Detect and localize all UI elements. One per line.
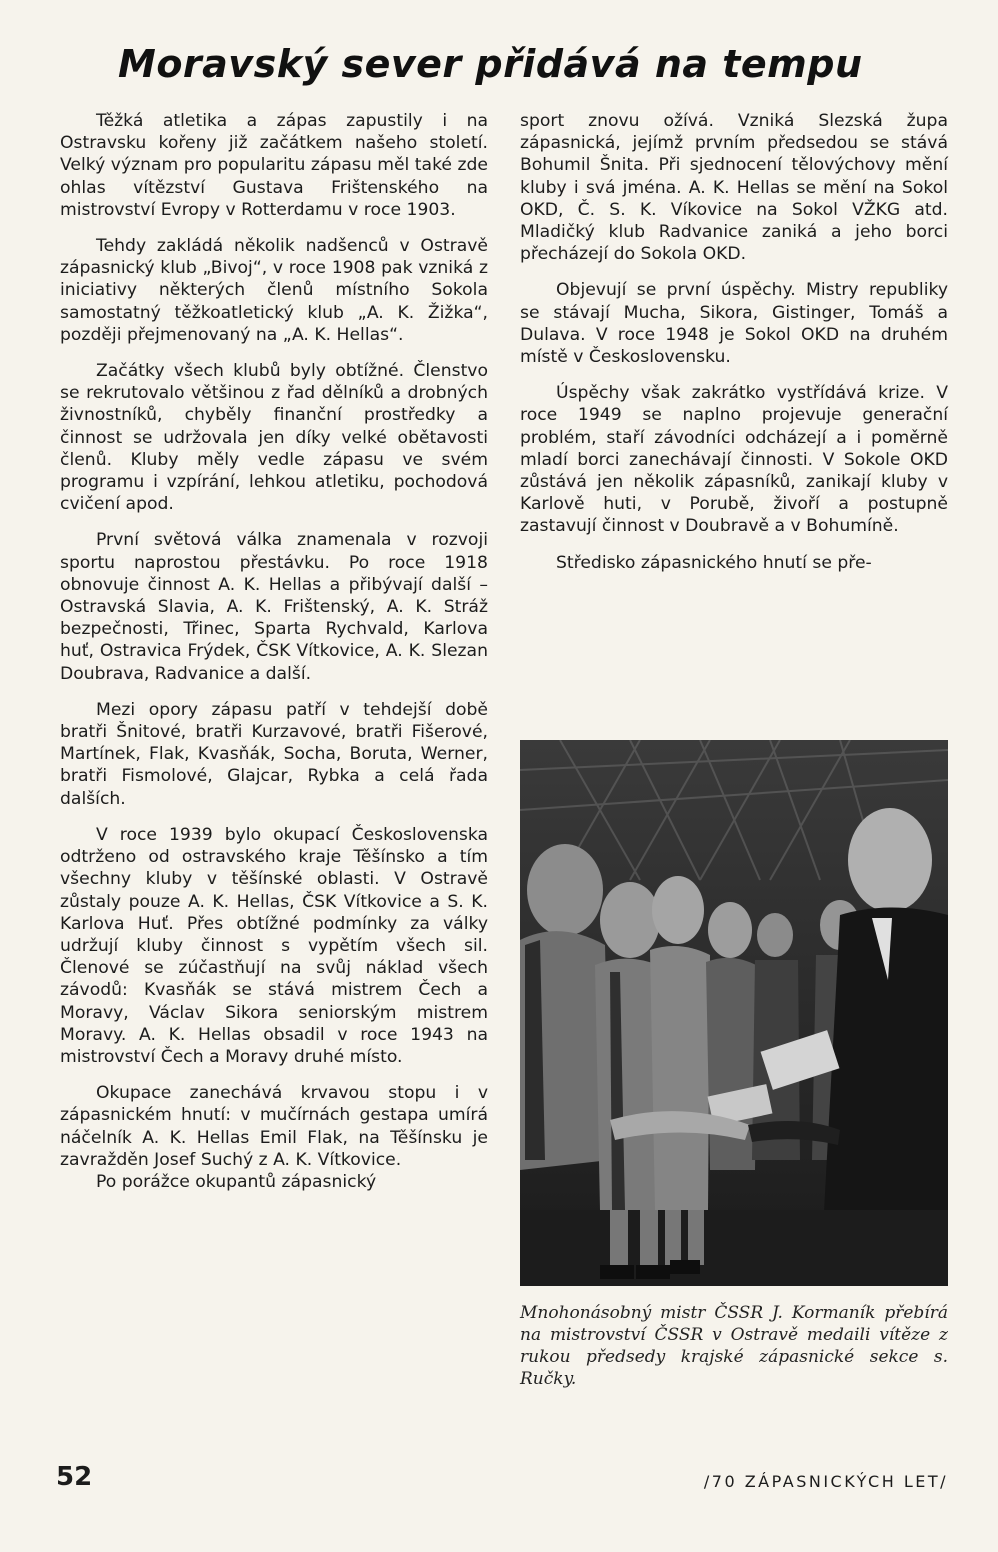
paragraph: V roce 1939 bylo okupací Československa odtrženo od ostravského kraje Těšínsko a tím všechny kluby v těšínské oblasti. V Ostravě zůstaly pouze A. K. Hellas, ČSK Vítkovice a S. K. Karlova Huť. Přes obtížné podmínky za války udržují kluby činnost s vypětím všech sil. Členové se zúčastňují na svůj náklad všech závodů: Kvasňák se stává mistrem Čech a Moravy, Václav Sikora seniorským mistrem Moravy. A. K. Hellas obsadil v roce 1943 na mistrovství Čech a Moravy druhé místo. — [60, 824, 488, 1067]
paragraph: Začátky všech klubů byly obtížné. Členstvo se rekrutovalo většinou z řad dělníků a drobných živnostníků, chyběly finanční prostředky a činnost se udržovala jen díky velké obětavosti členů. Kluby měly vedle zápasu ve svém programu i vzpírání, lehkou atletiku, pochodová cvičení apod. — [60, 361, 488, 515]
article-title: Moravský sever přidává na tempu — [118, 42, 863, 86]
paragraph: Mezi opory zápasu patří v tehdejší době bratři Šnitové, bratři Kurzavové, bratři Fišerové, Martínek, Flak, Kvasňák, Socha, Boruta, Werner, bratři Fismolové, Glajcar, Rybka a celá řada dalších. — [60, 699, 488, 809]
publication-footer: /70 ZÁPASNICKÝCH LET/ — [703, 1472, 948, 1491]
photo-caption: Mnohonásobný mistr ČSSR J. Kormaník přebírá na mistrovství ČSSR v Ostravě medaili vítěze z rukou předsedy krajské zápasnické sekce s. Ručky. — [520, 1303, 948, 1389]
paragraph: Po porážce okupantů zápasnický — [96, 1171, 377, 1192]
paragraph: Těžká atletika a zápas zapustily i na Ostravsku kořeny již začátkem našeho století. Velký význam pro popularitu zápasu měl také zde ohlas vítězství Gustava Frištenského na mistrovství Evropy v Rotterdamu v roce 1903. — [60, 111, 488, 220]
right-text-column — [520, 110, 948, 588]
paragraph: První světová válka znamenala v rozvoji sportu naprostou přestávku. Po roce 1918 obnovuje činnost A. K. Hellas a přibývají další – Ostravská Slavia, A. K. Frištenský, A. K. Stráž bezpečnosti, Třinec, Sparta Rychvald, Karlova huť, Ostravica Frýdek, ČSK Vítkovice, A. K. Slezan Doubrava, Radvanice a další. — [60, 530, 488, 684]
page-number: 52 — [56, 1462, 93, 1492]
paragraph: Objevují se první úspěchy. Mistry republiky se stávají Mucha, Sikora, Gistinger, Tomáš a Dulava. V roce 1948 je Sokol OKD na druhém místě v Československu. — [520, 280, 948, 368]
paragraph: sport znovu ožívá. Vzniká Slezská župa zápasnická, jejímž prvním předsedou se stává Bohumil Šnita. Při sjednocení tělovýchovy mění kluby i svá jména. A. K. Hellas se mění na Sokol OKD, Č. S. K. Víkovice na Sokol VŽKG atd. Mladičký klub Radvanice zaniká a jeho borci přecházejí do Sokola OKD. — [520, 111, 948, 265]
paragraph: Úspěchy však zakrátko vystřídává krize. V roce 1949 se naplno projevuje generační problém, staří závodníci odcházejí a i poměrně mladí borci zanechávají činnosti. V Sokole OKD zůstává jen několik zápasníků, zanikají kluby v Karlově huti, v Porubě, živoří a postupně zastavují činnost v Doubravě a v Bohumíně. — [520, 383, 948, 537]
wrestlers-award-photo — [520, 740, 948, 1286]
paragraph: Tehdy zakládá několik nadšenců v Ostravě zápasnický klub „Bivoj“, v roce 1908 pak vzniká z iniciativy některých členů místního Sokola samostatný těžkoatletický klub „A. K. Žižka“, později přejmenovaný na „A. K. Hellas“. — [60, 236, 488, 345]
paragraph: Okupace zanechává krvavou stopu i v zápasnickém hnutí: v mučírnách gestapa umírá náčelník A. K. Hellas Emil Flak, na Těšínsku je zavražděn Josef Suchý z A. K. Vítkovice. — [60, 1083, 488, 1170]
paragraph: Středisko zápasnického hnutí se pře- — [556, 552, 872, 573]
left-text-column — [60, 110, 488, 1207]
